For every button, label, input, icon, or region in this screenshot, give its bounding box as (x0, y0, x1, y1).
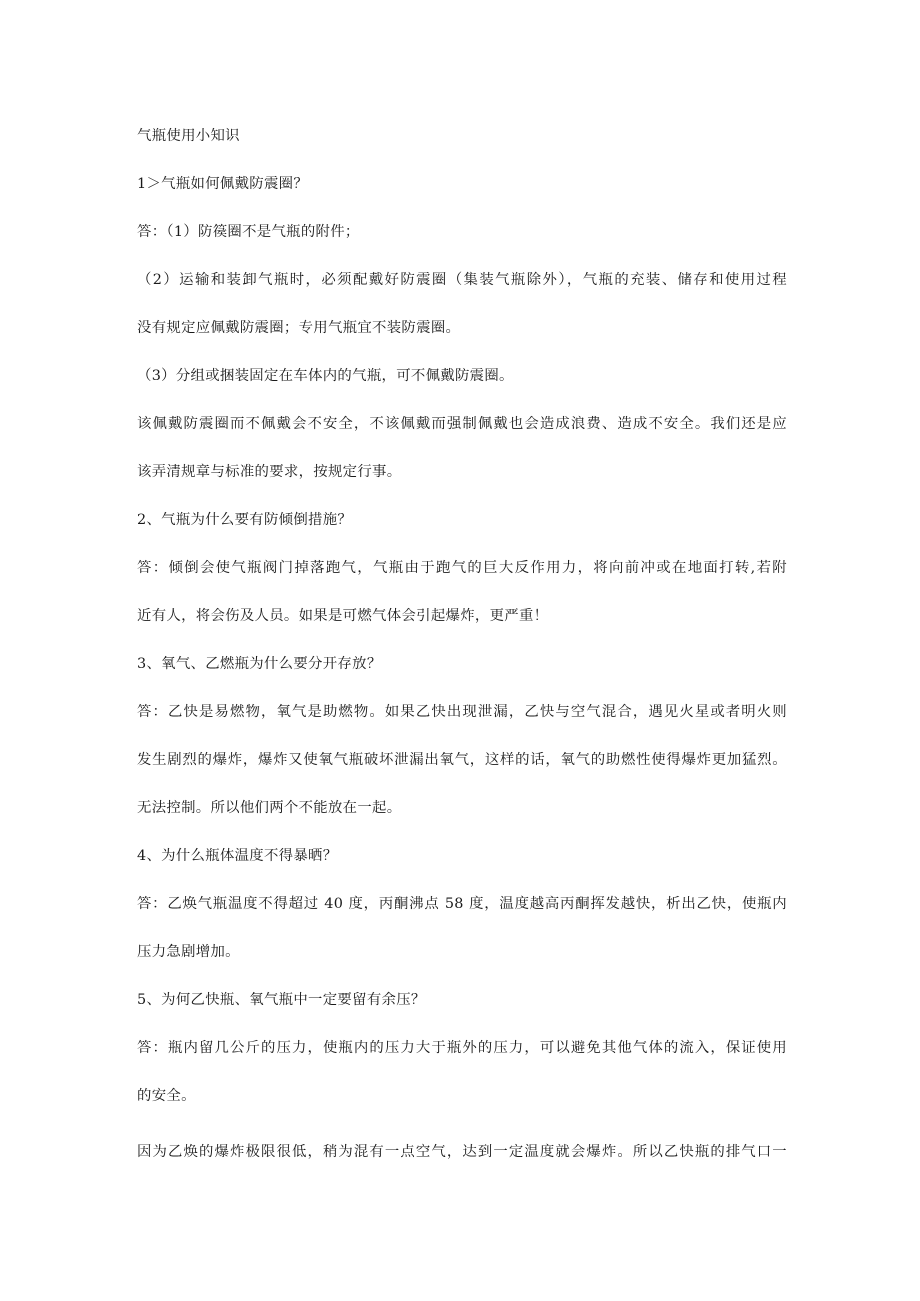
answer-4-line-2: 压力急剧增加。 (137, 944, 240, 960)
question-5-heading: 5、为何乙快瓶、氧气瓶中一定要留有余压？ (137, 992, 426, 1008)
answer-1-note-line-2: 该弄清规章与标准的要求，按规定行事。 (137, 464, 402, 480)
answer-3-line-1: 答：乙快是易燃物，氧气是助燃物。如果乙快出现泄漏，乙快与空气混合，遇见火星或者明火则 (137, 704, 787, 720)
answer-4-line-1: 答：乙焕气瓶温度不得超过 40 度，丙酮沸点 58 度，温度越高丙酮挥发越快，析出乙快，使瓶内 (137, 896, 787, 912)
question-2-heading: 2、气瓶为什么要有防倾倒措施？ (137, 512, 353, 528)
answer-5-line-1: 答：瓶内留几公斤的压力，使瓶内的压力大于瓶外的压力，可以避免其他气体的流入，保证使用 (137, 1040, 787, 1056)
answer-1-point-2-line-1: （2）运输和装卸气瓶时，必须配戴好防震圈（集装气瓶除外），气瓶的充装、储存和使用过程 (137, 272, 787, 288)
question-4-heading: 4、为什么瓶体温度不得暴晒？ (137, 848, 338, 864)
answer-5-line-2: 的安全。 (137, 1088, 196, 1104)
answer-1-point-1: 答：（1）防篌圈不是气瓶的附件； (137, 224, 360, 240)
question-1-heading: 1＞气瓶如何佩戴防震圈？ (137, 176, 309, 192)
answer-5-note-line-1: 因为乙焕的爆炸极限很低，稍为混有一点空气，达到一定温度就会爆炸。所以乙快瓶的排气口一 (137, 1144, 787, 1160)
answer-3-line-3: 无法控制。所以他们两个不能放在一起。 (137, 800, 402, 816)
question-3-heading: 3、氧气、乙燃瓶为什么要分开存放？ (137, 656, 382, 672)
answer-1-point-2-line-2: 没有规定应佩戴防震圈；专用气瓶宜不装防震圈。 (137, 320, 461, 336)
answer-1-note-line-1: 该佩戴防震圈而不佩戴会不安全，不该佩戴而强制佩戴也会造成浪费、造成不安全。我们还是应 (137, 416, 787, 432)
answer-3-line-2: 发生剧烈的爆炸，爆炸又使氧气瓶破坏泄漏出氧气，这样的话，氧气的助燃性使得爆炸更加猛烈。 (137, 752, 787, 768)
answer-2-line-1: 答：倾倒会使气瓶阀门掉落跑气，气瓶由于跑气的巨大反作用力，将向前冲或在地面打转,若附 (137, 560, 787, 576)
document-title: 气瓶使用小知识 (137, 128, 240, 144)
answer-2-line-2: 近有人，将会伤及人员。如果是可燃气体会引起爆炸，更严重！ (137, 608, 549, 624)
answer-1-point-3: （3）分组或捆装固定在车体内的气瓶，可不佩戴防震圈。 (137, 368, 514, 384)
